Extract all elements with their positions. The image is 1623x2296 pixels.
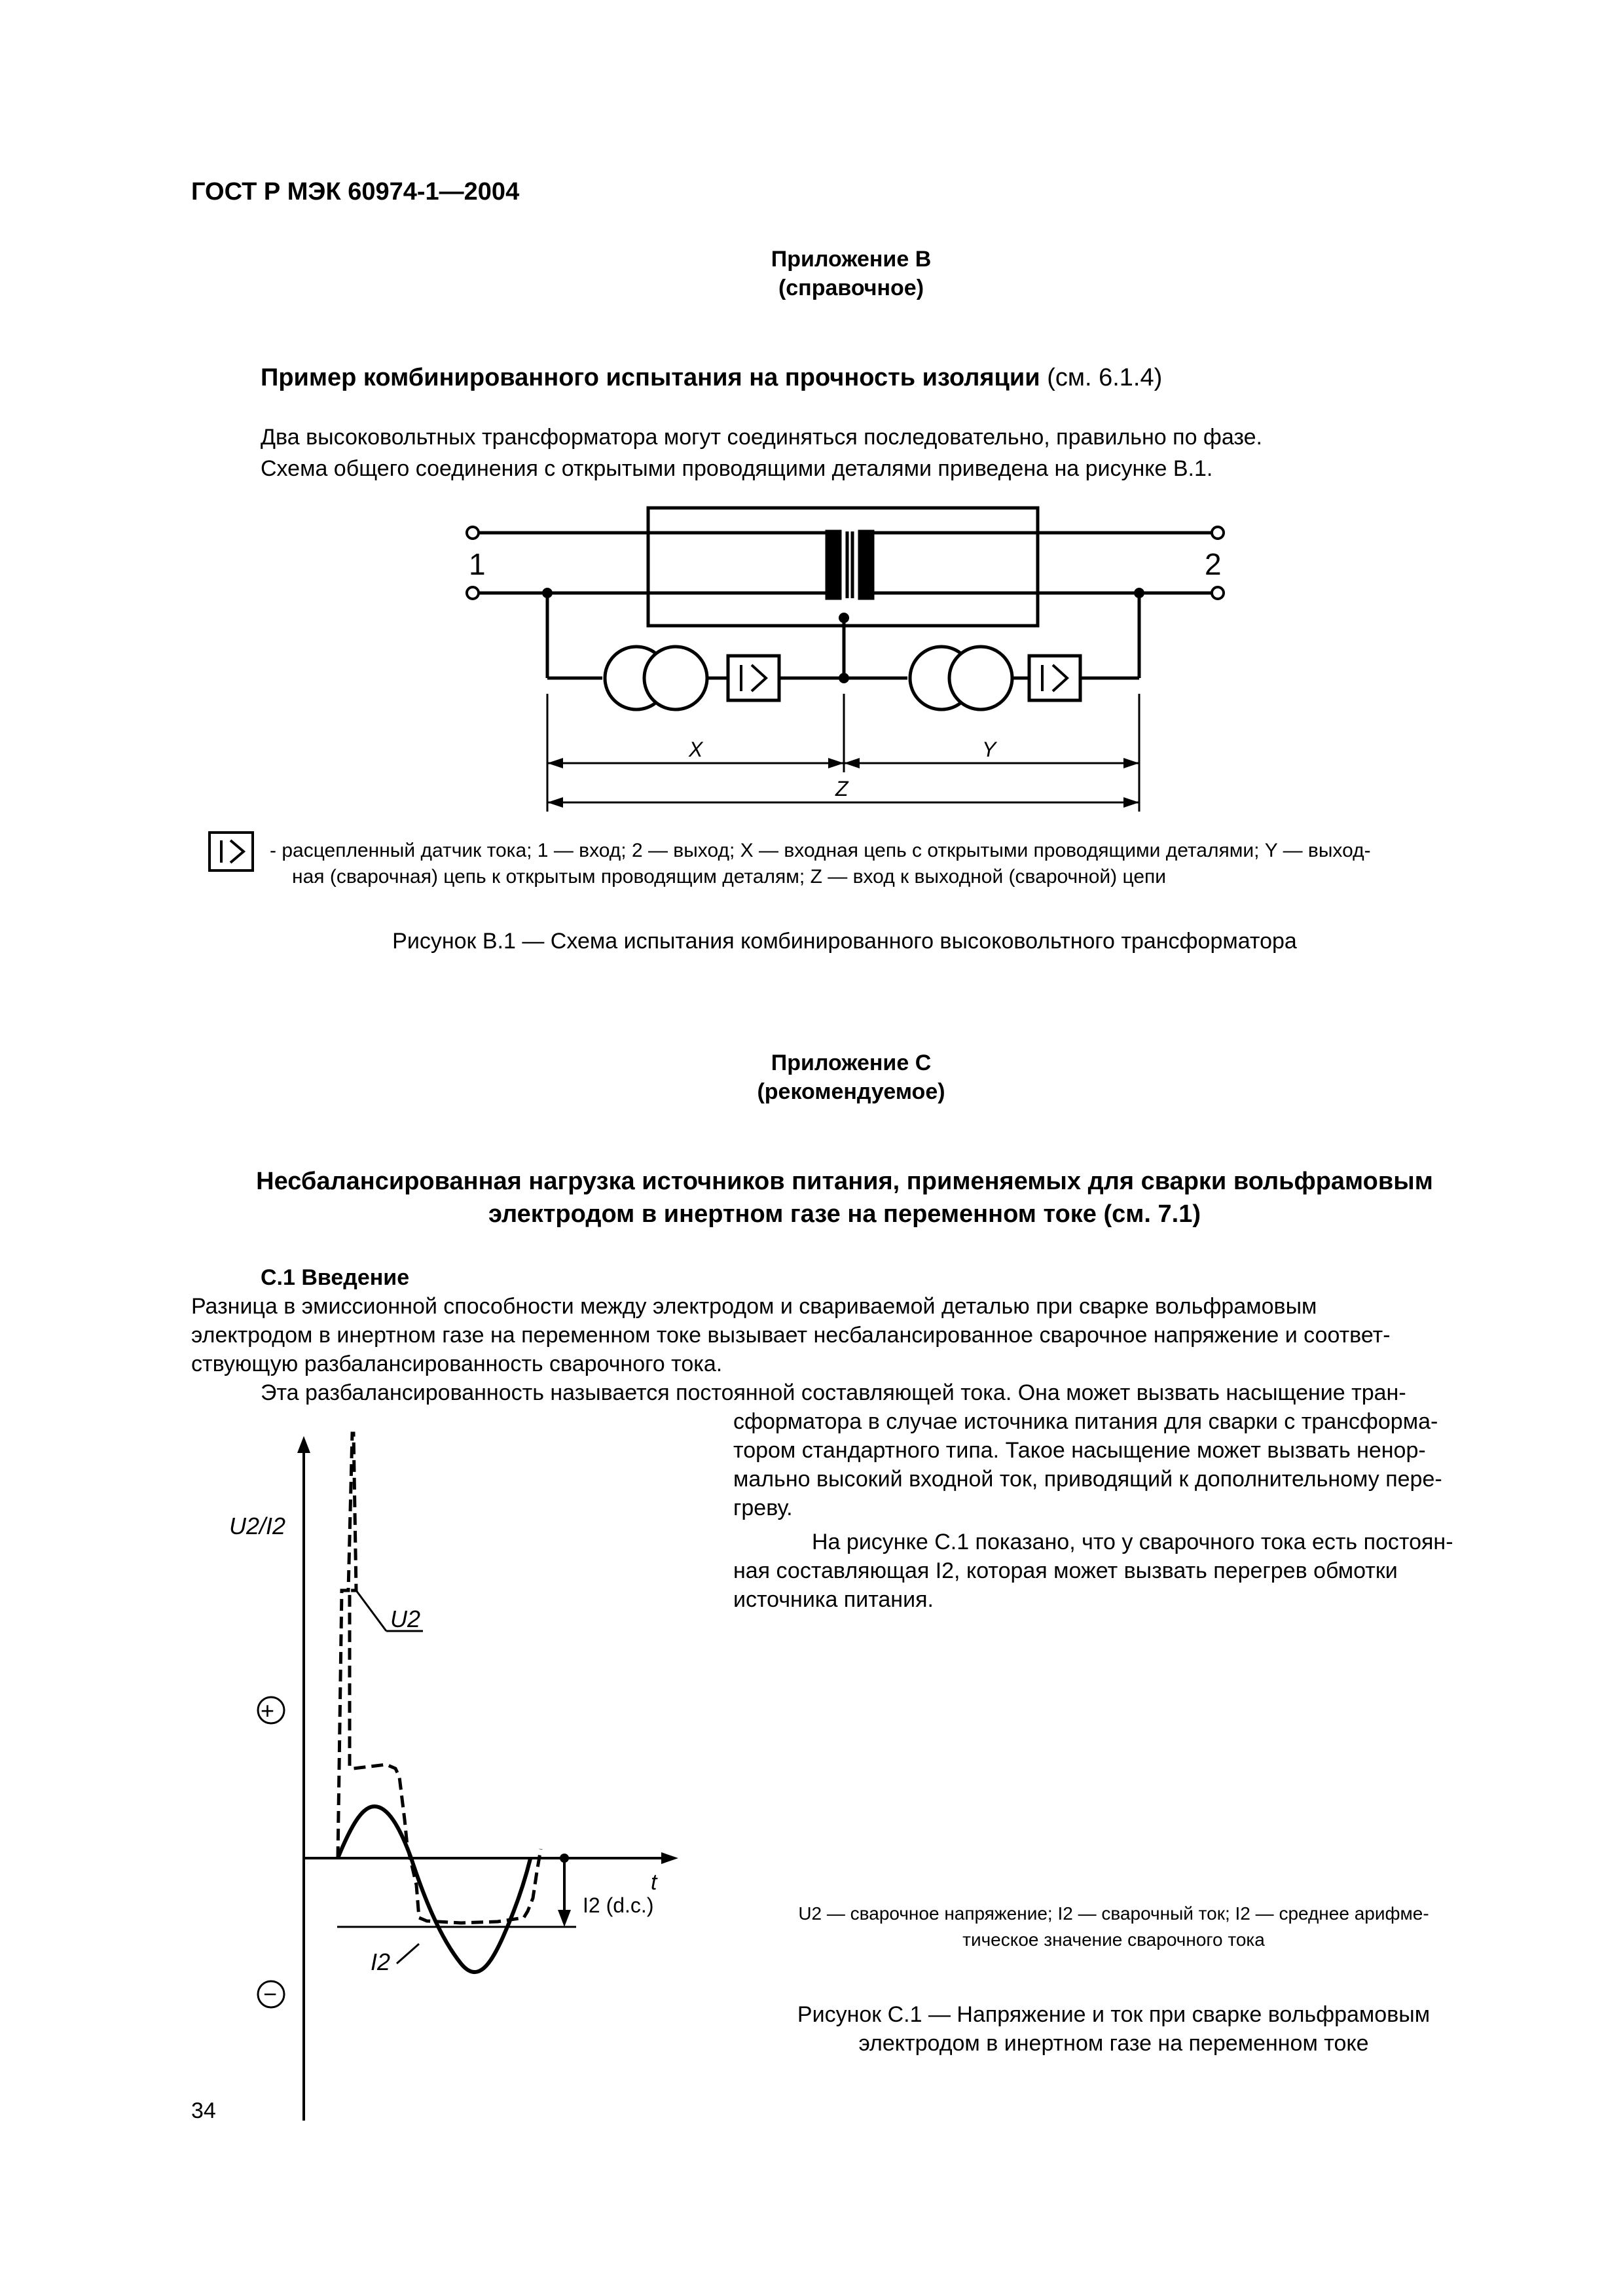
figure-b1-legend-line2: ная (сварочная) цепь к открытым проводящим деталям; Z — вход к выходной (сварочной) цепи: [292, 866, 1167, 888]
annex-c-status: (рекомендуемое): [757, 1079, 945, 1104]
para2-line: сформатора в случае источника питания для сварки с трансформа-: [733, 1409, 1438, 1434]
dimension-x-label: X: [689, 738, 703, 761]
annex-b-para2: Схема общего соединения с открытыми проводящими деталями приведена на рисунке В.1.: [261, 456, 1213, 481]
annex-b-para1: Два высоковольтных трансформатора могут соединяться последовательно, правильно по фазе.: [261, 425, 1262, 450]
figure-c1-note: [733, 1901, 1494, 1953]
dimension-y-label: Y: [982, 738, 996, 761]
time-axis-label: t: [651, 1870, 657, 1895]
i2-curve-label: I2: [371, 1948, 391, 1975]
para2-first-line: Эта разбалансированность называется постоянной составляющей тока. Она может вызвать насыщение тран-: [261, 1380, 1406, 1405]
annex-c-heading-line1: Несбалансированная нагрузка источников питания, применяемых для сварки вольфрамовым: [256, 1168, 1433, 1195]
negative-region-label: −: [263, 1981, 278, 2007]
y-axis-label: U2/I2: [229, 1513, 286, 1539]
dc-component-label: I2 (d.c.): [583, 1893, 654, 1917]
figure-c1-note-line1: U2 — сварочное напряжение; I2 — сварочный ток; I2 — среднее арифме-: [798, 1903, 1429, 1924]
annex-c-heading: [157, 1165, 1532, 1230]
annex-b-heading-text: Пример комбинированного испытания на прочность изоляции: [261, 364, 1040, 391]
figure-b1-caption: Рисунок В.1 — Схема испытания комбинированного высоковольтного трансформатора: [392, 929, 1297, 954]
annex-b-heading-ref: (см. 6.1.4): [1047, 364, 1163, 391]
dimension-z-label: Z: [835, 777, 848, 800]
section-c1-title: С.1 Введение: [261, 1265, 410, 1290]
intro-line: электродом в инертном газе на переменном токе вызывает несбалансированное сварочное напряжение и соответ-: [191, 1323, 1391, 1348]
figure-c1-caption-line2: электродом в инертном газе на переменном токе: [858, 2031, 1369, 2056]
annex-c-title: [681, 1049, 1021, 1106]
section-c1-intro: [191, 1292, 1494, 1378]
figure-c1-caption: [733, 2000, 1494, 2058]
sensor-symbol-icon: [208, 831, 254, 872]
para2-line: мально высокий входной ток, приводящий к дополнительному пере-: [733, 1467, 1442, 1492]
figure-c1-caption-line1: Рисунок С.1 — Напряжение и ток при сварке вольфрамовым: [797, 2002, 1431, 2027]
u2-curve-label: U2: [390, 1605, 421, 1632]
intro-line: ствующую разбалансированность сварочного тока.: [191, 1352, 723, 1376]
terminal-1-label: 1: [469, 547, 486, 581]
figure-b1-legend-line1: - расцепленный датчик тока; 1 — вход; 2 — выход; X — входная цепь с открытыми проводящими деталями; Y — выход-: [270, 840, 1371, 861]
annex-c-heading-line2: электродом в инертном газе на переменном токе (см. 7.1): [488, 1200, 1201, 1228]
annex-b-title-line: Приложение В: [771, 247, 932, 272]
page-number: 34: [191, 2098, 216, 2123]
para3-line: ная составляющая I2, которая может вызвать перегрев обмотки: [733, 1558, 1398, 1583]
figure-b1-diagram: [0, 0, 1623, 851]
annex-b-status: (справочное): [778, 276, 924, 300]
intro-line: Разница в эмиссионной способности между электродом и свариваемой деталью при сварке вольфрамовым: [191, 1294, 1317, 1319]
figure-c1-graph: [0, 1427, 720, 2134]
annex-c-title-line: Приложение С: [771, 1050, 932, 1075]
para3-line: На рисунке С.1 показано, что у сварочного тока есть постоян-: [812, 1530, 1453, 1554]
terminal-2-label: 2: [1205, 547, 1222, 581]
para2-line: тором стандартного типа. Такое насыщение может вызвать ненор-: [733, 1438, 1426, 1463]
positive-region-label: +: [261, 1697, 275, 1724]
para3-line: источника питания.: [733, 1587, 934, 1612]
document-code: ГОСТ Р МЭК 60974-1—2004: [191, 178, 520, 206]
figure-c1-note-line2: тическое значение сварочного тока: [962, 1929, 1265, 1950]
para2-continuation: [733, 1407, 1494, 1522]
para2-line: греву.: [733, 1496, 793, 1520]
para3: [733, 1528, 1494, 1614]
